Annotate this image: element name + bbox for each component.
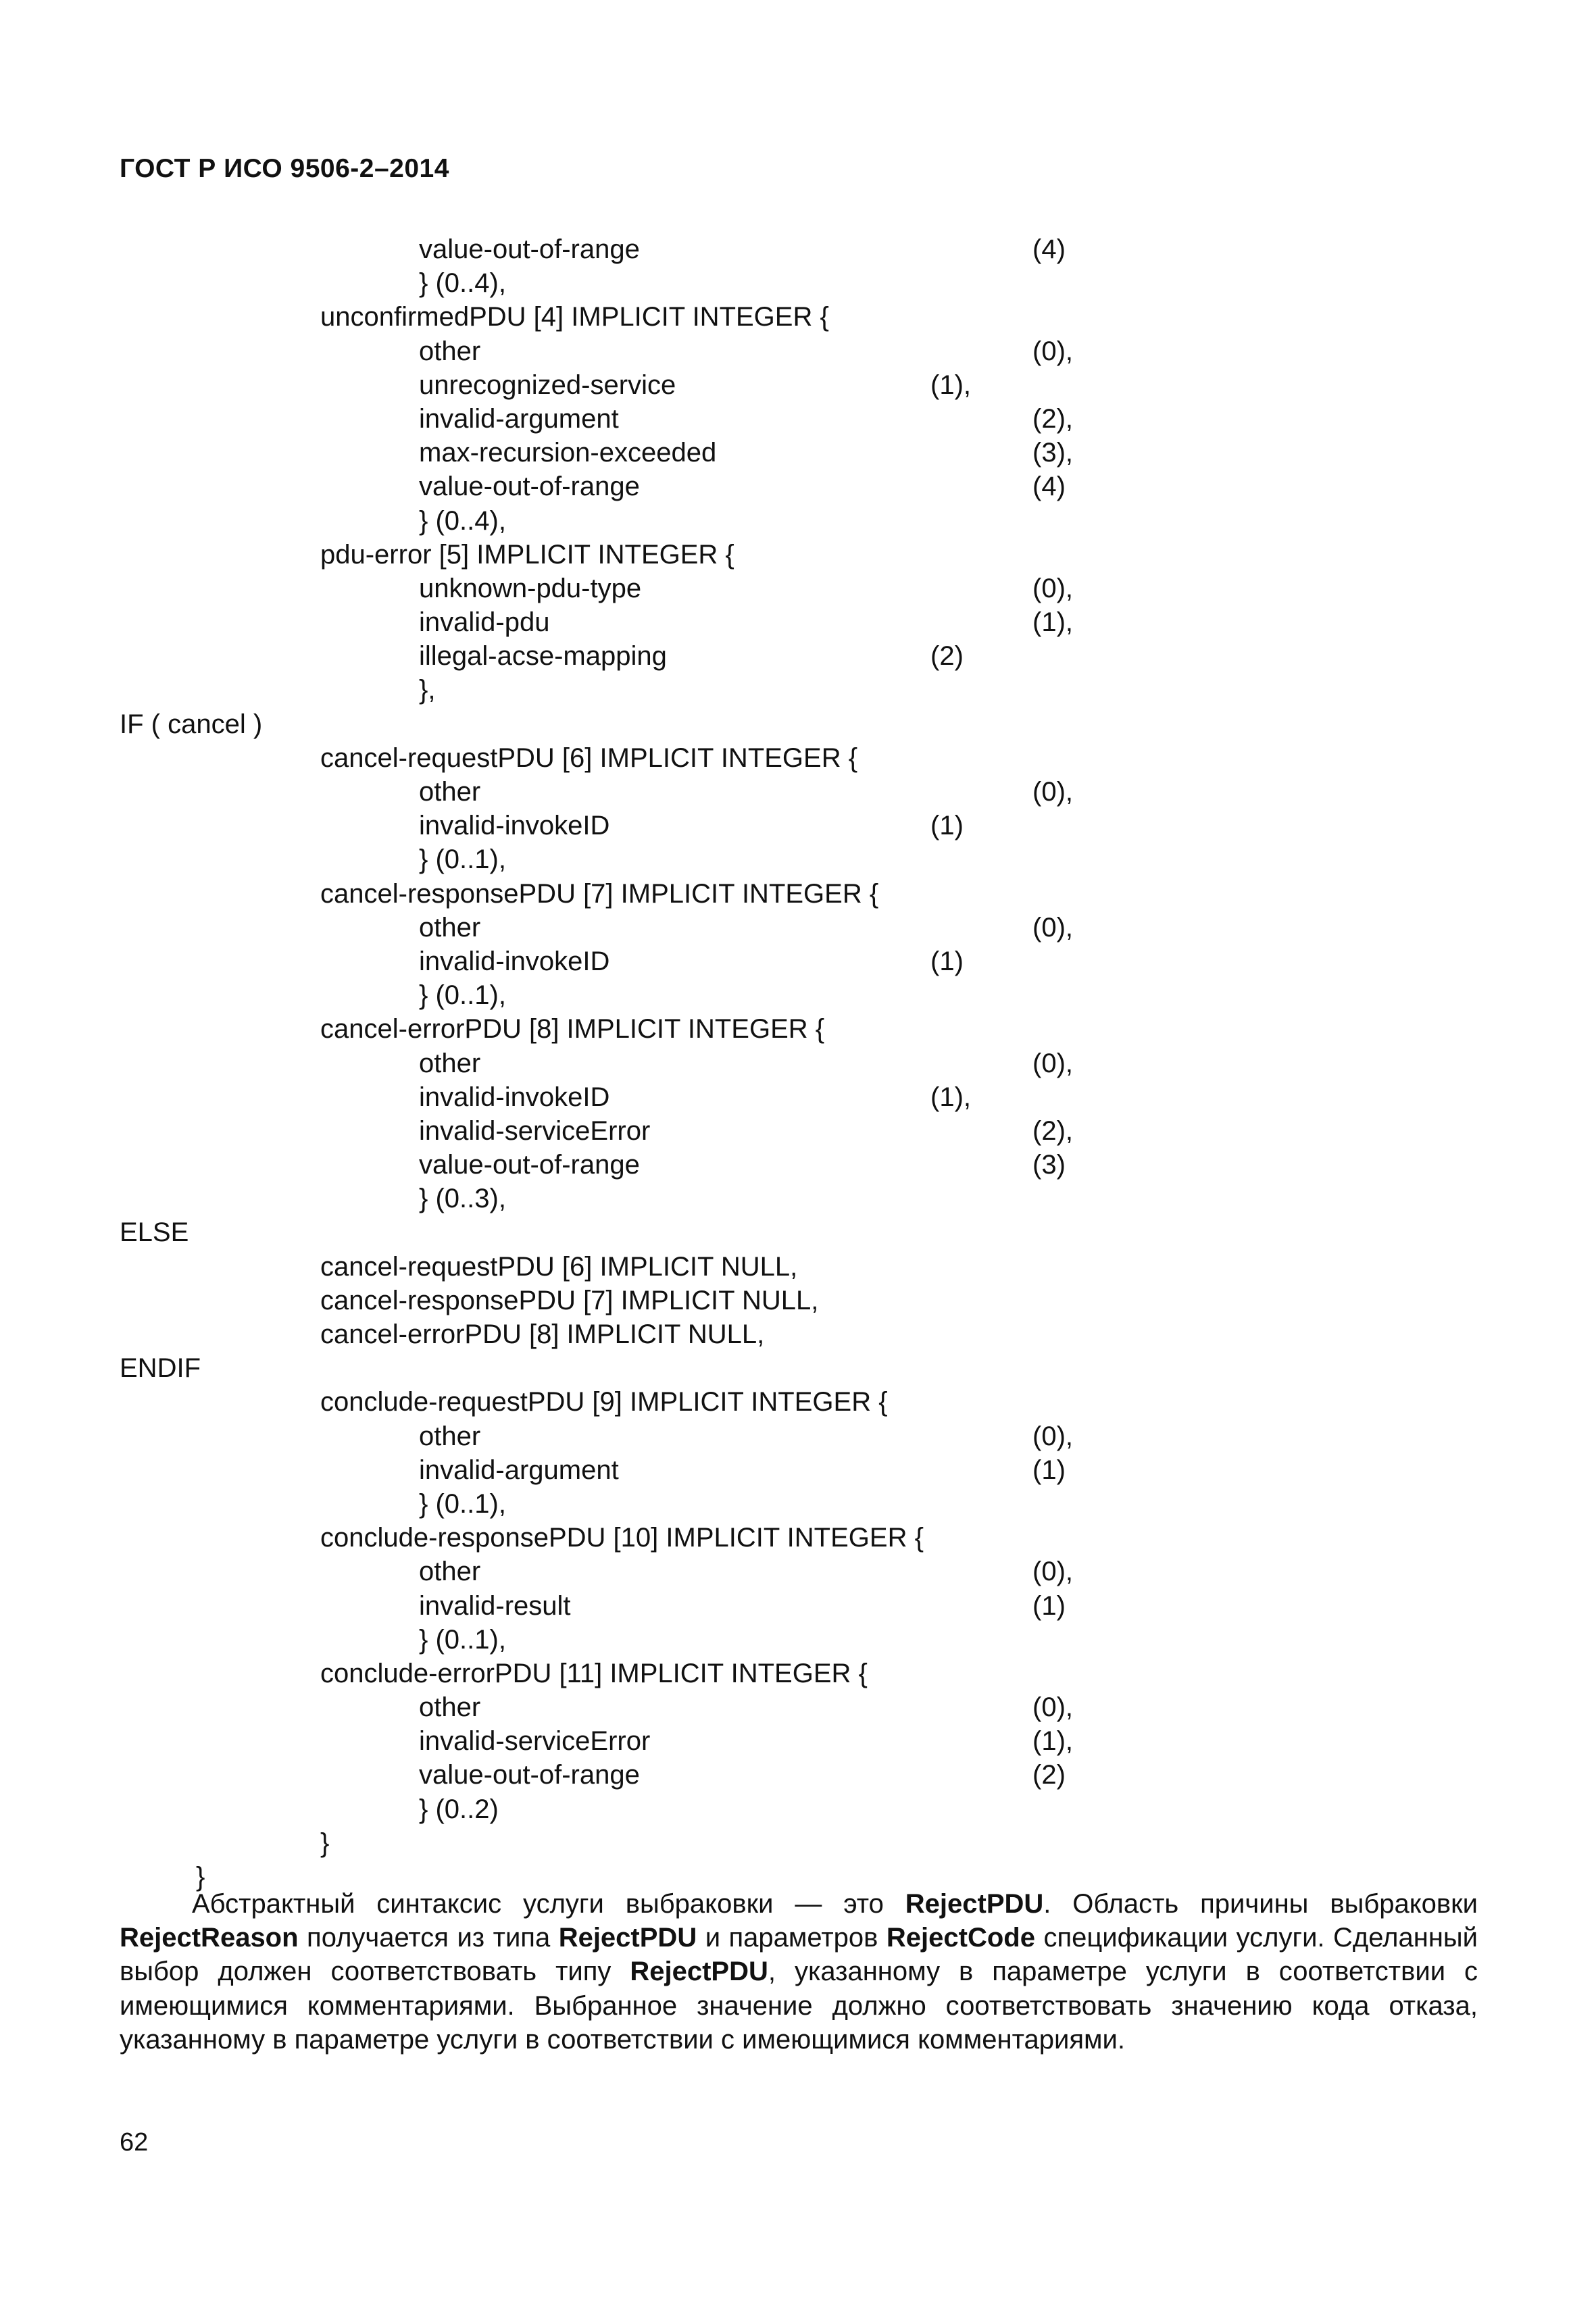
code-text: invalid-serviceError xyxy=(419,1115,651,1146)
code-text: pdu-error [5] IMPLICIT INTEGER { xyxy=(320,539,734,570)
code-line xyxy=(0,945,1596,978)
code-line xyxy=(0,436,1596,470)
term-rejectcode: RejectCode xyxy=(886,1923,1035,1953)
code-line xyxy=(0,1453,1596,1487)
term-rejectpdu: RejectPDU xyxy=(558,1923,697,1953)
code-line xyxy=(0,1487,1596,1521)
code-text: invalid-argument xyxy=(419,403,619,434)
code-line xyxy=(0,1521,1596,1555)
code-line xyxy=(0,1317,1596,1351)
code-value: (0), xyxy=(1032,1557,1073,1587)
code-line xyxy=(0,911,1596,945)
code-line xyxy=(0,707,1596,741)
paragraph-text: Абстрактный синтаксис услуги выбраковки — это xyxy=(192,1889,905,1919)
code-line xyxy=(0,1657,1596,1690)
asn1-code-block xyxy=(0,232,1596,1894)
code-line xyxy=(0,1826,1596,1860)
code-text: invalid-invokeID xyxy=(419,1082,610,1112)
code-line xyxy=(0,1012,1596,1046)
code-text: unrecognized-service xyxy=(419,370,676,400)
code-text: other xyxy=(419,777,481,807)
code-line xyxy=(0,1589,1596,1623)
code-text: value-out-of-range xyxy=(419,472,640,502)
code-line xyxy=(0,842,1596,876)
code-line xyxy=(0,1114,1596,1148)
code-text: invalid-serviceError xyxy=(419,1726,651,1757)
code-value: (1) xyxy=(1032,1590,1066,1621)
code-text: cancel-responsePDU [7] IMPLICIT NULL, xyxy=(320,1285,819,1315)
code-line xyxy=(0,1284,1596,1317)
code-text: } (0..1), xyxy=(419,845,506,875)
paragraph-text: и параметров xyxy=(697,1923,887,1953)
code-text: other xyxy=(419,1421,481,1451)
code-value: (1), xyxy=(930,1082,971,1112)
code-text: conclude-responsePDU [10] IMPLICIT INTEGER { xyxy=(320,1523,924,1553)
code-text: } xyxy=(196,1862,205,1892)
page-number: 62 xyxy=(120,2128,149,2157)
code-line xyxy=(0,572,1596,605)
code-value: (1), xyxy=(1032,1726,1073,1757)
code-value: (1) xyxy=(930,811,964,841)
code-text: conclude-requestPDU [9] IMPLICIT INTEGER { xyxy=(320,1387,888,1417)
code-line xyxy=(0,1555,1596,1588)
code-text: other xyxy=(419,912,481,942)
code-text: invalid-invokeID xyxy=(419,811,610,841)
code-line xyxy=(0,1792,1596,1826)
code-text: } (0..3), xyxy=(419,1184,506,1214)
code-line xyxy=(0,673,1596,707)
code-text: cancel-responsePDU [7] IMPLICIT INTEGER { xyxy=(320,878,879,909)
term-rejectpdu: RejectPDU xyxy=(905,1889,1044,1919)
code-value: (4) xyxy=(1032,234,1066,264)
code-value: (2) xyxy=(1032,1760,1066,1790)
code-text: invalid-invokeID xyxy=(419,946,610,976)
code-text: } (0..1), xyxy=(419,1624,506,1655)
code-line xyxy=(0,639,1596,673)
code-line xyxy=(0,605,1596,639)
code-line xyxy=(0,877,1596,911)
code-line xyxy=(0,232,1596,266)
code-line xyxy=(0,1623,1596,1657)
code-value: (1) xyxy=(1032,1455,1066,1485)
code-line xyxy=(0,1419,1596,1453)
code-text: illegal-acse-mapping xyxy=(419,641,667,672)
code-line xyxy=(0,978,1596,1012)
code-value: (0), xyxy=(1032,1692,1073,1723)
code-line xyxy=(0,402,1596,436)
term-rejectreason: RejectReason xyxy=(120,1923,299,1953)
code-text: other xyxy=(419,1557,481,1587)
code-text: value-out-of-range xyxy=(419,1150,640,1180)
code-line xyxy=(0,1047,1596,1080)
code-line xyxy=(0,470,1596,503)
code-value: (3) xyxy=(1032,1150,1066,1180)
document-header: ГОСТ Р ИСО 9506-2–2014 xyxy=(120,154,449,183)
code-value: (2), xyxy=(1032,1115,1073,1146)
code-text: other xyxy=(419,1048,481,1078)
code-text: invalid-argument xyxy=(419,1455,619,1485)
code-value: (0), xyxy=(1032,912,1073,942)
code-line xyxy=(0,775,1596,809)
code-value: (1), xyxy=(930,370,971,400)
code-value: (0), xyxy=(1032,777,1073,807)
code-line xyxy=(0,1080,1596,1114)
code-text: other xyxy=(419,336,481,366)
code-line xyxy=(0,334,1596,368)
code-value: (2), xyxy=(1032,403,1073,434)
code-line xyxy=(0,1250,1596,1284)
code-text: cancel-errorPDU [8] IMPLICIT INTEGER { xyxy=(320,1014,825,1045)
code-line xyxy=(0,809,1596,842)
code-text: } (0..4), xyxy=(419,505,506,536)
code-text: } (0..1), xyxy=(419,1488,506,1519)
code-line xyxy=(0,1385,1596,1419)
code-line xyxy=(0,1148,1596,1182)
paragraph-text: спецификации услуги. Сделанный выбор должен соответствовать типу xyxy=(120,1923,1478,1987)
paragraph-text: получается из типа xyxy=(298,1923,559,1953)
code-text: ENDIF xyxy=(120,1353,201,1384)
code-line xyxy=(0,300,1596,334)
code-line xyxy=(0,1215,1596,1249)
code-value: (0), xyxy=(1032,573,1073,603)
code-line xyxy=(0,1351,1596,1385)
code-line xyxy=(0,1182,1596,1215)
code-value: (3), xyxy=(1032,438,1073,468)
code-text: invalid-result xyxy=(419,1590,571,1621)
code-text: IF ( cancel ) xyxy=(120,709,263,739)
code-line xyxy=(0,538,1596,572)
code-text: max-recursion-exceeded xyxy=(419,438,717,468)
code-text: }, xyxy=(419,675,436,705)
code-text: } xyxy=(320,1828,330,1858)
code-text: value-out-of-range xyxy=(419,234,640,264)
code-line xyxy=(0,1724,1596,1758)
code-text: unconfirmedPDU [4] IMPLICIT INTEGER { xyxy=(320,302,829,332)
code-value: (0), xyxy=(1032,1048,1073,1078)
code-line xyxy=(0,1690,1596,1724)
code-text: } (0..2) xyxy=(419,1794,499,1824)
code-value: (1), xyxy=(1032,607,1073,638)
paragraph-text: . Область причины выбраковки xyxy=(1043,1889,1478,1919)
code-line xyxy=(0,266,1596,300)
code-text: invalid-pdu xyxy=(419,607,550,638)
paragraph-text: , указанному в параметре услуги в соответствии с имеющимися комментариями. Выбранное значение должно соответствовать значению кода отказа, указанному в параметре услуги в соответствии с имеющимися комментариями. xyxy=(120,1957,1478,2055)
code-line xyxy=(0,368,1596,402)
code-line xyxy=(0,1758,1596,1792)
code-text: other xyxy=(419,1692,481,1723)
code-text: } (0..4), xyxy=(419,268,506,299)
code-text: unknown-pdu-type xyxy=(419,573,642,603)
code-value: (0), xyxy=(1032,336,1073,366)
code-text: ELSE xyxy=(120,1217,189,1248)
code-value: (4) xyxy=(1032,472,1066,502)
body-paragraph xyxy=(120,1887,1478,2057)
code-text: cancel-requestPDU [6] IMPLICIT INTEGER { xyxy=(320,743,858,773)
code-line xyxy=(0,741,1596,775)
code-text: conclude-errorPDU [11] IMPLICIT INTEGER { xyxy=(320,1658,868,1688)
code-value: (1) xyxy=(930,946,964,976)
code-text: cancel-errorPDU [8] IMPLICIT NULL, xyxy=(320,1319,765,1349)
code-value: (0), xyxy=(1032,1421,1073,1451)
code-text: value-out-of-range xyxy=(419,1760,640,1790)
code-line xyxy=(0,504,1596,538)
code-text: cancel-requestPDU [6] IMPLICIT NULL, xyxy=(320,1251,798,1282)
code-value: (2) xyxy=(930,641,964,672)
term-rejectpdu: RejectPDU xyxy=(630,1957,768,1987)
code-text: } (0..1), xyxy=(419,980,506,1011)
